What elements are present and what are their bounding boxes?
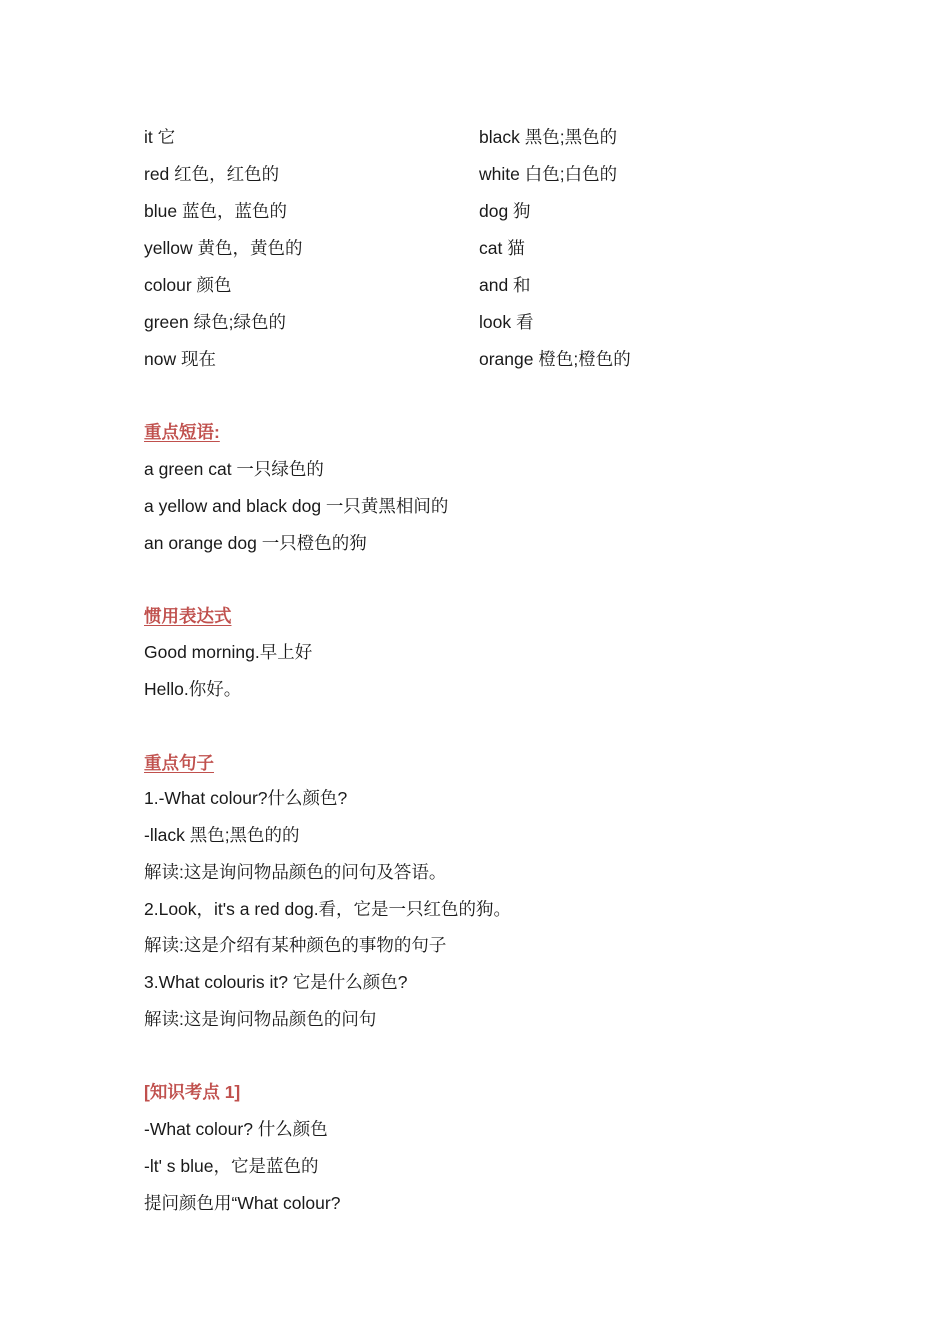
knowledge-item: 提问颜色用“What colour? [144,1193,341,1213]
sentence-item: 解读:这是询问物品颜色的问句及答语。 [144,862,447,882]
expressions-heading: 惯用表达式 [144,606,232,626]
vocab-item: dog 狗 [479,201,531,221]
knowledge-item: -lt' s blue，它是蓝色的 [144,1156,319,1176]
phrase-item: a yellow and black dog 一只黄黑相间的 [144,496,449,516]
sentence-item: 解读:这是介绍有某种颜色的事物的句子 [144,935,447,955]
vocab-item: and 和 [479,275,531,295]
sentence-item: 2.Look，it's a red dog.看，它是一只红色的狗。 [144,899,512,919]
sentence-item: 3.What colouris it? 它是什么颜色? [144,972,408,992]
vocab-item: cat 猫 [479,238,525,258]
vocab-item: orange 橙色;橙色的 [479,349,631,369]
vocab-item: black 黑色;黑色的 [479,127,618,147]
phrase-item: a green cat 一只绿色的 [144,459,324,479]
knowledge-heading: [知识考点 1] [144,1082,241,1102]
vocab-item: red 红色，红色的 [144,164,280,184]
sentence-item: 解读:这是询问物品颜色的问句 [144,1009,377,1029]
vocab-item: it 它 [144,127,176,147]
knowledge-item: -What colour? 什么颜色 [144,1119,328,1139]
vocab-item: green 绿色;绿色的 [144,312,286,332]
expression-item: Hello.你好。 [144,679,242,699]
phrases-heading: 重点短语: [144,422,220,442]
vocab-item: blue 蓝色，蓝色的 [144,201,287,221]
sentence-item: -llack 黑色;黑色的的 [144,825,300,845]
vocab-item: yellow 黄色，黄色的 [144,238,303,258]
vocab-item: white 白色;白色的 [479,164,618,184]
sentence-item: 1.-What colour?什么颜色? [144,788,348,808]
expression-item: Good morning.早上好 [144,642,313,662]
sentences-heading: 重点句子 [144,753,214,773]
phrase-item: an orange dog 一只橙色的狗 [144,533,367,553]
vocab-item: look 看 [479,312,534,332]
vocab-item: now 现在 [144,349,216,369]
vocab-item: colour 颜色 [144,275,232,295]
